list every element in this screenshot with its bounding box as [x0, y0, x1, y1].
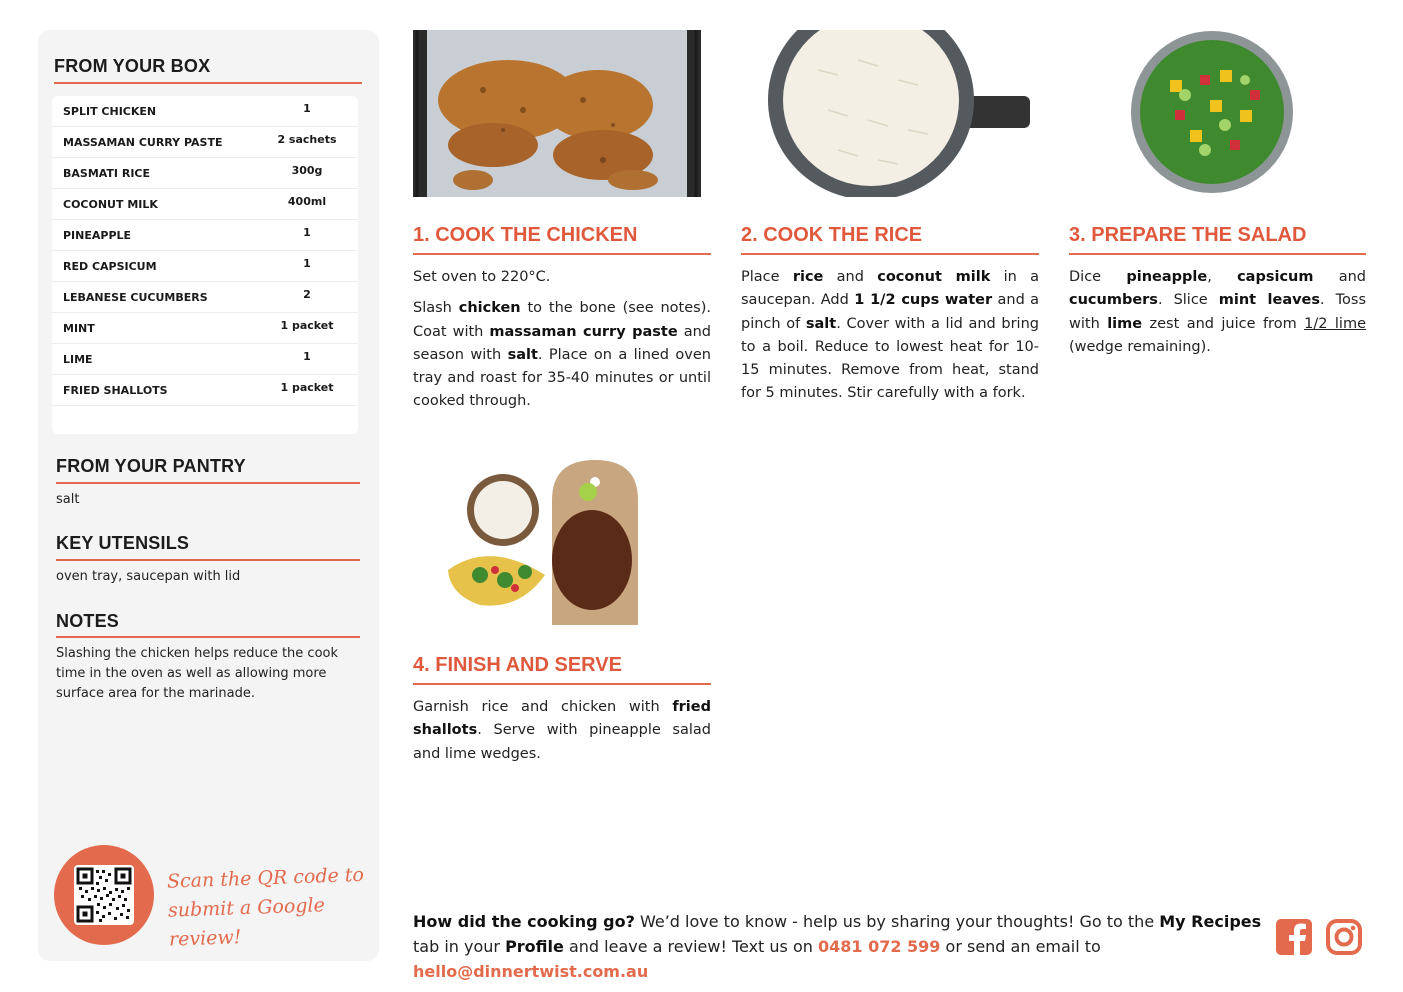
facebook-icon[interactable] — [1275, 918, 1313, 956]
step-text-segment: zest and juice from — [1142, 315, 1305, 332]
qr-code-icon[interactable] — [74, 865, 134, 925]
ingredient-name: BASMATI RICE — [63, 167, 151, 180]
table-row — [52, 344, 358, 375]
step-paragraph — [413, 266, 711, 289]
step-text-segment: . Place on a lined oven tray and roast for 35-40 minutes or until cooked through. — [413, 346, 711, 410]
table-row — [52, 313, 358, 344]
footer-text-1: We’d love to know - help us by sharing your thoughts! Go to the — [634, 912, 1160, 931]
ingredient-name: LEBANESE CUCUMBERS — [63, 291, 208, 304]
profile-label: Profile — [505, 937, 564, 956]
ingredient-highlight: mint leaves — [1218, 292, 1321, 309]
ingredients-table — [52, 96, 358, 434]
ingredient-highlight: coconut milk — [877, 269, 991, 285]
box-title-rule — [54, 82, 362, 84]
step-paragraph — [741, 266, 1039, 406]
ingredient-name: COCONUT MILK — [63, 198, 158, 211]
table-row — [52, 158, 358, 189]
pantry-rule — [56, 482, 360, 484]
my-recipes-label: My Recipes — [1159, 912, 1262, 931]
table-row — [52, 282, 358, 313]
ingredient-highlight: massaman curry paste — [489, 323, 678, 340]
step-4-rule — [413, 683, 711, 685]
step-text-segment: . Toss with — [1069, 292, 1367, 332]
email-link[interactable]: hello@dinnertwist.com.au — [413, 962, 649, 981]
ingredient-highlight: rice — [792, 269, 824, 285]
ingredient-highlight: pineapple — [1126, 269, 1208, 285]
step-4-text — [413, 696, 711, 774]
step-paragraph — [1069, 266, 1366, 359]
ingredient-highlight: lime — [1107, 315, 1143, 332]
ingredient-name: MINT — [63, 322, 95, 335]
step-1-rule — [413, 253, 711, 255]
table-row — [52, 127, 358, 158]
step-text-segment: Place — [741, 269, 793, 285]
chicken-photo — [413, 30, 701, 197]
scan-line-2: submit a Google review! — [167, 894, 326, 951]
step-text-segment: Dice — [1069, 269, 1127, 285]
feedback-footer — [413, 909, 1263, 984]
step-text-segment: . Serve with pineapple salad and lime wedges. — [413, 722, 711, 762]
ingredient-highlight: salt — [805, 315, 837, 332]
footer-text-2: tab in your — [413, 937, 506, 956]
ingredient-qty: 1 packet — [280, 319, 334, 332]
ingredient-qty: 300g — [291, 164, 323, 177]
step-paragraph — [413, 297, 711, 413]
phone-link[interactable]: 0481 072 599 — [817, 937, 941, 956]
ingredient-qty: 2 — [303, 288, 311, 301]
step-text-segment: , — [1207, 269, 1238, 285]
step-paragraph — [413, 696, 711, 766]
table-row — [52, 220, 358, 251]
table-row — [52, 375, 358, 406]
footer-text-4: or send an email to — [940, 937, 1101, 956]
utensils-rule — [56, 559, 360, 561]
step-text-segment: to the bone (see notes). Coat with — [413, 300, 711, 340]
ingredient-name: RED CAPSICUM — [63, 260, 157, 273]
ingredient-name: FRIED SHALLOTS — [63, 384, 168, 397]
step-text-segment: and season with — [413, 323, 711, 363]
utensils-text: oven tray, saucepan with lid — [56, 569, 241, 584]
table-row — [52, 189, 358, 220]
step-2-title: 2. COOK THE RICE — [741, 224, 923, 246]
step-text-segment: 1/2 lime — [1304, 315, 1366, 332]
step-text-segment: and a pinch of — [741, 292, 1040, 332]
step-1-text — [413, 266, 711, 422]
footer-text-3: and leave a review! Text us on — [563, 937, 818, 956]
step-text-segment: Set oven to 220°C. — [413, 269, 551, 285]
ingredient-highlight: 1 1/2 cups water — [854, 292, 993, 309]
ingredient-name: SPLIT CHICKEN — [63, 105, 157, 118]
table-row — [52, 96, 358, 127]
qr-badge[interactable] — [54, 845, 154, 945]
pantry-text: salt — [56, 492, 80, 507]
step-3-rule — [1069, 253, 1366, 255]
step-2-rule — [741, 253, 1039, 255]
ingredient-name: MASSAMAN CURRY PASTE — [63, 136, 223, 149]
step-1-title: 1. COOK THE CHICKEN — [413, 224, 638, 246]
ingredient-qty: 1 — [303, 350, 311, 363]
step-text-segment: Garnish rice and chicken with — [413, 699, 673, 715]
ingredient-qty: 1 — [303, 226, 311, 239]
step-3-text — [1069, 266, 1366, 367]
sidebar-panel — [38, 30, 379, 961]
ingredient-name: LIME — [63, 353, 93, 366]
ingredient-highlight: fried shallots — [413, 699, 711, 739]
ingredient-qty: 2 sachets — [277, 133, 337, 146]
step-4-title: 4. FINISH AND SERVE — [413, 654, 622, 676]
step-text-segment: . Cover with a lid and bring to a boil. Reduce to lowest heat for 10-15 minutes. Remove from heat, stand for 5 minutes. Stir carefully with a fork. — [741, 315, 1039, 402]
step-text-segment: . Slice — [1157, 292, 1219, 309]
pantry-title: FROM YOUR PANTRY — [56, 456, 246, 476]
notes-rule — [56, 636, 360, 638]
footer-question: How did the cooking go? — [413, 912, 635, 931]
scan-qr-caption — [167, 860, 381, 954]
ingredient-name: PINEAPPLE — [63, 229, 132, 242]
salad-photo — [1130, 30, 1294, 194]
finished-dish-photo — [440, 460, 652, 625]
step-2-text — [741, 266, 1039, 414]
ingredient-qty: 1 — [303, 257, 311, 270]
box-title: FROM YOUR BOX — [54, 56, 211, 76]
ingredient-highlight: cucumbers — [1069, 292, 1158, 309]
step-text-segment: and — [823, 269, 878, 285]
table-row — [52, 251, 358, 282]
scan-line-1: Scan the QR code to — [166, 863, 365, 893]
ingredient-highlight: capsicum — [1237, 269, 1314, 285]
step-text-segment: and — [1313, 269, 1367, 285]
step-text-segment: Slash — [413, 300, 459, 317]
ingredient-qty: 400ml — [287, 195, 327, 208]
instagram-icon[interactable] — [1325, 918, 1363, 956]
ingredient-highlight: chicken — [458, 300, 521, 317]
step-text-segment: in a saucepan. Add — [741, 269, 1039, 309]
notes-text: Slashing the chicken helps reduce the cook time in the oven as well as allowing more surface area for the marinade. — [56, 646, 339, 701]
ingredient-highlight: salt — [507, 346, 538, 363]
utensils-title: KEY UTENSILS — [56, 533, 190, 553]
step-3-title: 3. PREPARE THE SALAD — [1069, 224, 1307, 246]
notes-title: NOTES — [56, 611, 120, 631]
rice-photo — [768, 30, 1030, 197]
ingredient-qty: 1 — [303, 102, 311, 115]
step-text-segment: (wedge remaining). — [1069, 338, 1211, 355]
ingredient-qty: 1 packet — [280, 381, 334, 394]
